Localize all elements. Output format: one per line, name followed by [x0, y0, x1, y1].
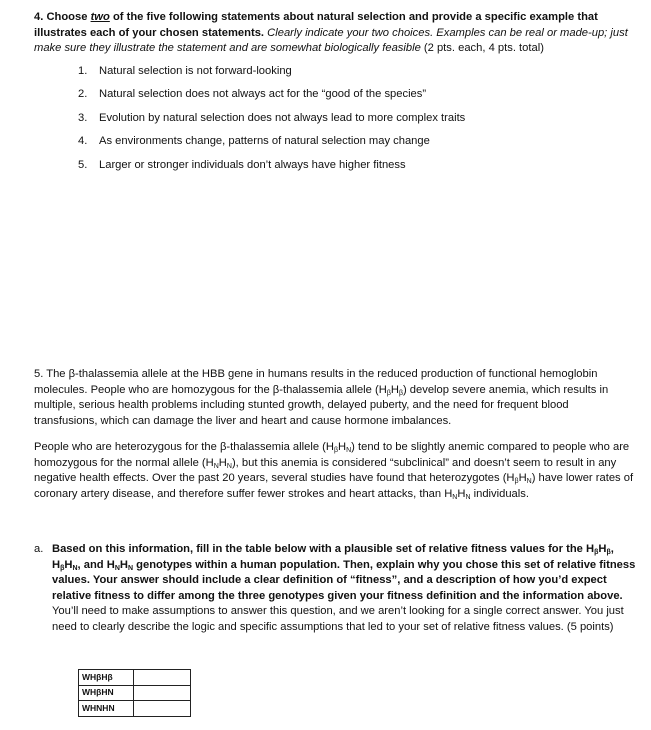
q4-bold-instruction: of the five following statements about natural selection and provide a specific example that illustrates each of your chosen statements.: [34, 11, 598, 39]
fitness-table: [78, 669, 191, 717]
fitness-value-cell[interactable]: [134, 670, 191, 686]
statement-item: 2. Natural selection does not always act for the “good of the species”: [78, 88, 427, 101]
question-5-paragraph-2: People who are heterozygous for the β-thalassemia allele $(H_\beta H_N)$ tend to be slightly anemic compared to people who are homozygous for the normal allele $(H_NH_N)$, but this anemia is considered “subclinical” and doesn’t seem to result in any negative health effects. Over the past 20 years, several studies have found that heterozygotes $(H_\beta H_N)$ have lower rates of coronary artery disease, and therefore suffer fewer strokes and heart attacks, than $H_NH_N$ individuals.: [34, 441, 634, 501]
fitness-value-cell[interactable]: [134, 685, 191, 701]
statement-item: 5. Larger or stronger individuals don’t always have higher fitness: [78, 158, 406, 171]
question-5a-label: a.: [34, 543, 44, 555]
table-row: [79, 685, 191, 701]
q4-two-emphasis: two: [90, 11, 110, 23]
statement-list: [78, 64, 618, 181]
q4-points: (2 pts. each, 4 pts. total): [420, 42, 544, 55]
q4-prefix: 4. Choose: [34, 11, 91, 23]
fitness-value-cell[interactable]: [134, 701, 191, 717]
table-row: [79, 701, 191, 717]
statement-item: 4. As environments change, patterns of natural selection may change: [78, 135, 430, 148]
question-4-prompt: [34, 10, 634, 57]
table-row: [79, 670, 191, 686]
statement-item: 3. Evolution by natural selection does not always lead to more complex traits: [78, 111, 466, 124]
genotype-label: WHβHβ: [79, 670, 134, 686]
q4-italic-instruction: Clearly indicate your two choices. Examples can be real or made-up; just make sure they illustrate the statement and are somewhat biologically feasible: [34, 26, 628, 55]
genotype-label: WHβHN: [79, 685, 134, 701]
genotype-label: WHNHN: [79, 701, 134, 717]
question-5a-prompt: Based on this information, fill in the table below with a plausible set of relative fitness values for the $H_\beta H_\beta$, $H_\beta H_N$, and $H_NH_N$ genotypes within a human population. Then, explain why you chose this set of relative fitness values. Your answer should include a clear definition of “fitness”, and a description of how you’d expect relative fitness to differ among the three genotypes given your fitness definition and the information above. You’ll need to make assumptions to answer this question, and we aren’t looking for a single correct answer. You just need to clearly describe the logic and specific assumptions that led to your set of relative fitness values. (5 points): [52, 543, 636, 633]
statement-item: 1. Natural selection is not forward-looking: [78, 65, 292, 77]
question-5-paragraph-1: 5. The β-thalassemia allele at the HBB gene in humans results in the reduced production of functional hemoglobin molecules. People who are homozygous for the β-thalassemia allele $(H_\beta H_\beta)$ develop severe anemia, which results in multiple, serious health problems including stunted growth, delayed puberty, and the need for frequent blood transfusions, which can damage the liver and heart and cause hormone imbalances.: [34, 368, 609, 427]
